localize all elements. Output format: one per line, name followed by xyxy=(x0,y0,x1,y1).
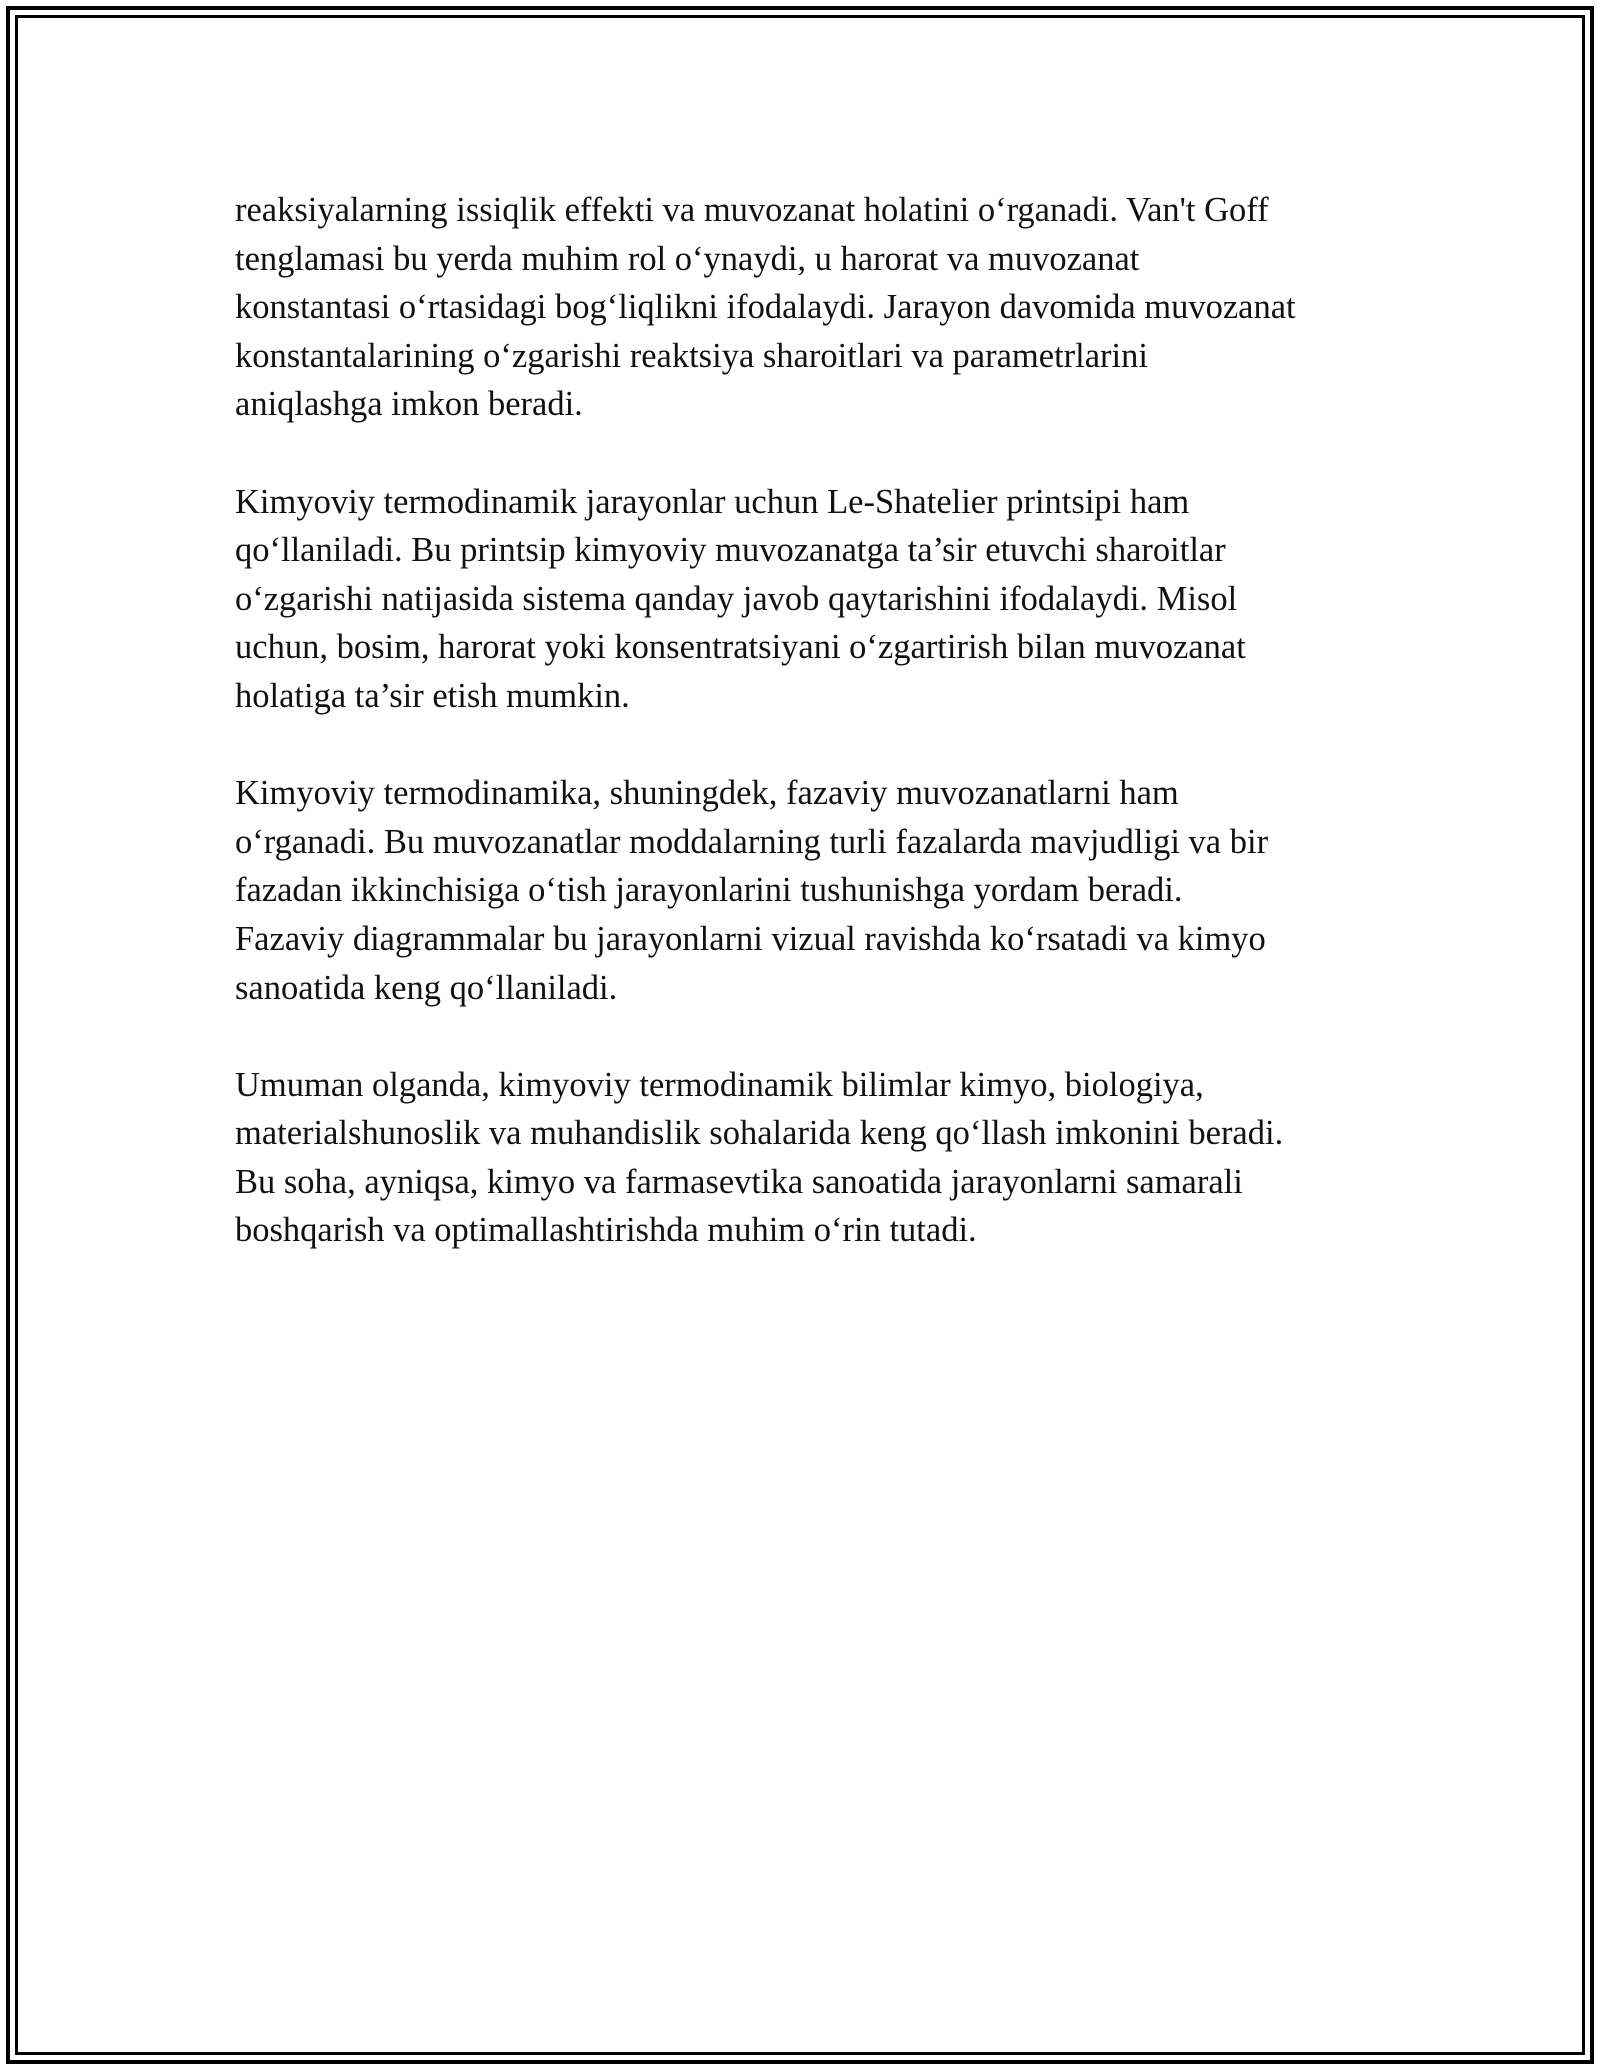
text-line: konstantalarining o‘zgarishi reaktsiya sharoitlari va parametrlarini xyxy=(235,336,1148,375)
text-line: konstantasi o‘rtasidagi bog‘liqlikni ifodalaydi. Jarayon davomida muvozanat xyxy=(235,288,1296,327)
text-line: tenglamasi bu yerda muhim rol o‘ynaydi, u harorat va muvozanat xyxy=(235,239,1140,278)
text-line: Kimyoviy termodinamik jarayonlar uchun Le-Shatelier printsipi ham xyxy=(235,482,1190,521)
text-line: boshqarish va optimallashtirishda muhim o‘rin tutadi. xyxy=(235,1211,977,1250)
text-line: Fazaviy diagrammalar bu jarayonlarni vizual ravishda ko‘rsatadi va kimyo xyxy=(235,919,1266,958)
text-line: reaksiyalarning issiqlik effekti va muvozanat holatini o‘rganadi. Van't Goff xyxy=(235,191,1269,229)
paragraph-2 xyxy=(235,478,1375,721)
text-line: aniqlashga imkon beradi. xyxy=(235,385,583,424)
text-line: o‘zgarishi natijasida sistema qanday javob qaytarishini ifodalaydi. Misol xyxy=(235,579,1238,618)
text-line: o‘rganadi. Bu muvozanatlar moddalarning turli fazalarda mavjudligi va bir xyxy=(235,822,1269,861)
text-line: sanoatida keng qo‘llaniladi. xyxy=(235,968,618,1007)
paragraph-1 xyxy=(235,186,1375,429)
text-line: fazadan ikkinchisiga o‘tish jarayonlarini tushunishga yordam beradi. xyxy=(235,871,1183,910)
text-line: qo‘llaniladi. Bu printsip kimyoviy muvozanatga ta’sir etuvchi sharoitlar xyxy=(235,531,1226,570)
page-body xyxy=(235,186,1375,1304)
text-line: Bu soha, ayniqsa, kimyo va farmasevtika sanoatida jarayonlarni samarali xyxy=(235,1162,1243,1201)
text-line: materialshunoslik va muhandislik sohalarida keng qo‘llash imkonini beradi. xyxy=(235,1114,1284,1153)
text-line: Kimyoviy termodinamika, shuningdek, fazaviy muvozanatlarni ham xyxy=(235,774,1179,813)
text-line: Umuman olganda, kimyoviy termodinamik bilimlar kimyo, biologiya, xyxy=(235,1065,1204,1104)
paragraph-4 xyxy=(235,1061,1375,1255)
text-line: holatiga ta’sir etish mumkin. xyxy=(235,676,630,715)
paragraph-3 xyxy=(235,769,1375,1012)
text-line: uchun, bosim, harorat yoki konsentratsiyani o‘zgartirish bilan muvozanat xyxy=(235,628,1246,667)
